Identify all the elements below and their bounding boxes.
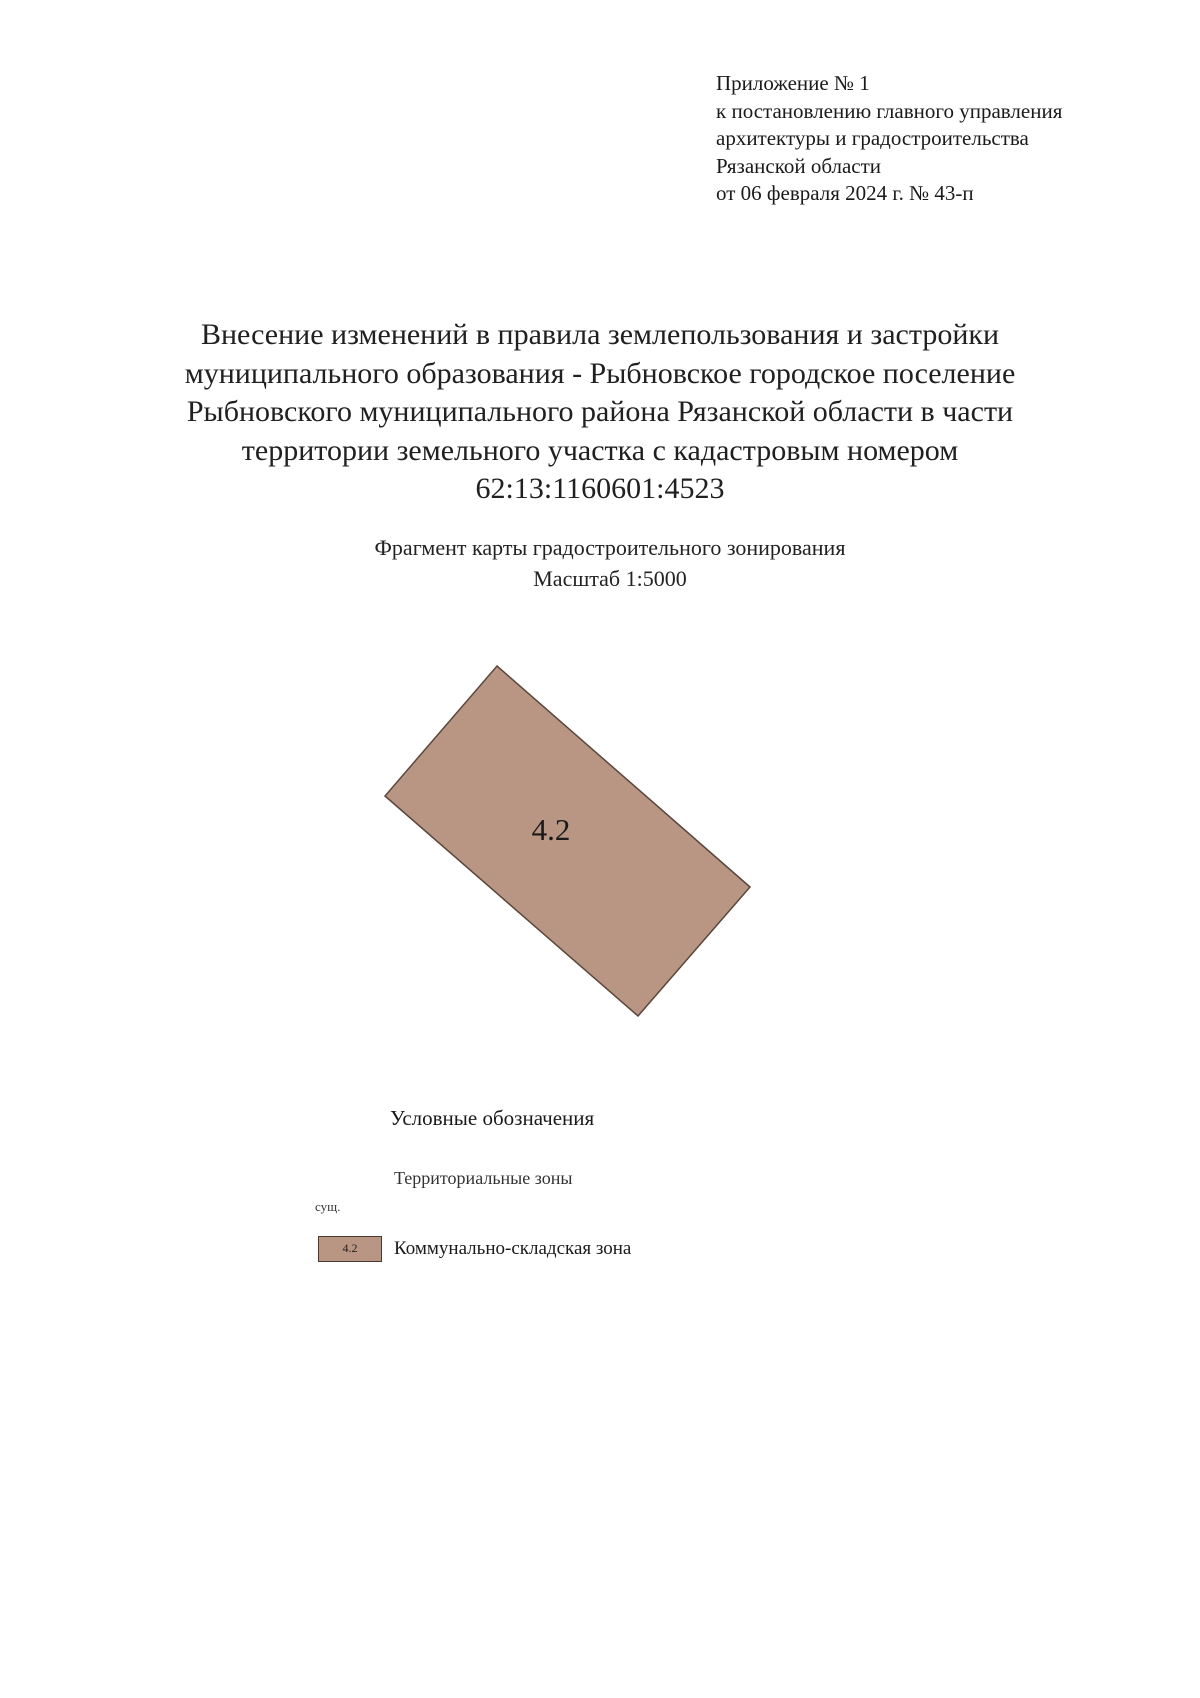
appendix-line: от 06 февраля 2024 г. № 43-п [716,181,974,205]
legend-title: Условные обозначения [390,1106,595,1130]
legend-swatch-4-2: 4.2 [318,1236,382,1262]
zone-label: 4.2 [531,812,571,847]
title-line: Рыбновского муниципального района Рязанской области в части [186,395,1014,428]
appendix-line: архитектуры и градостроительства [716,126,1029,150]
legend-label: Коммунально-складская зона [394,1238,632,1259]
legend-status: сущ. [315,1199,341,1214]
appendix-line: Рязанской области [716,153,882,178]
cadastral-number: 62:13:1160601:4523 [475,472,725,505]
appendix-line: Приложение № 1 [716,71,870,95]
map-scale: Масштаб 1:5000 [533,566,687,591]
legend-subtitle: Территориальные зоны [394,1168,573,1188]
title-line: территории земельного участка с кадастровым номером [241,433,959,467]
title-line: муниципального образования - Рыбновское городское поселение [184,356,1016,390]
title-line: Внесение изменений в правила землепользования и застройки [200,318,1000,351]
map-fragment-title: Фрагмент карты градостроительного зонирования [374,535,846,560]
appendix-line: к постановлению главного управления [716,98,1063,123]
